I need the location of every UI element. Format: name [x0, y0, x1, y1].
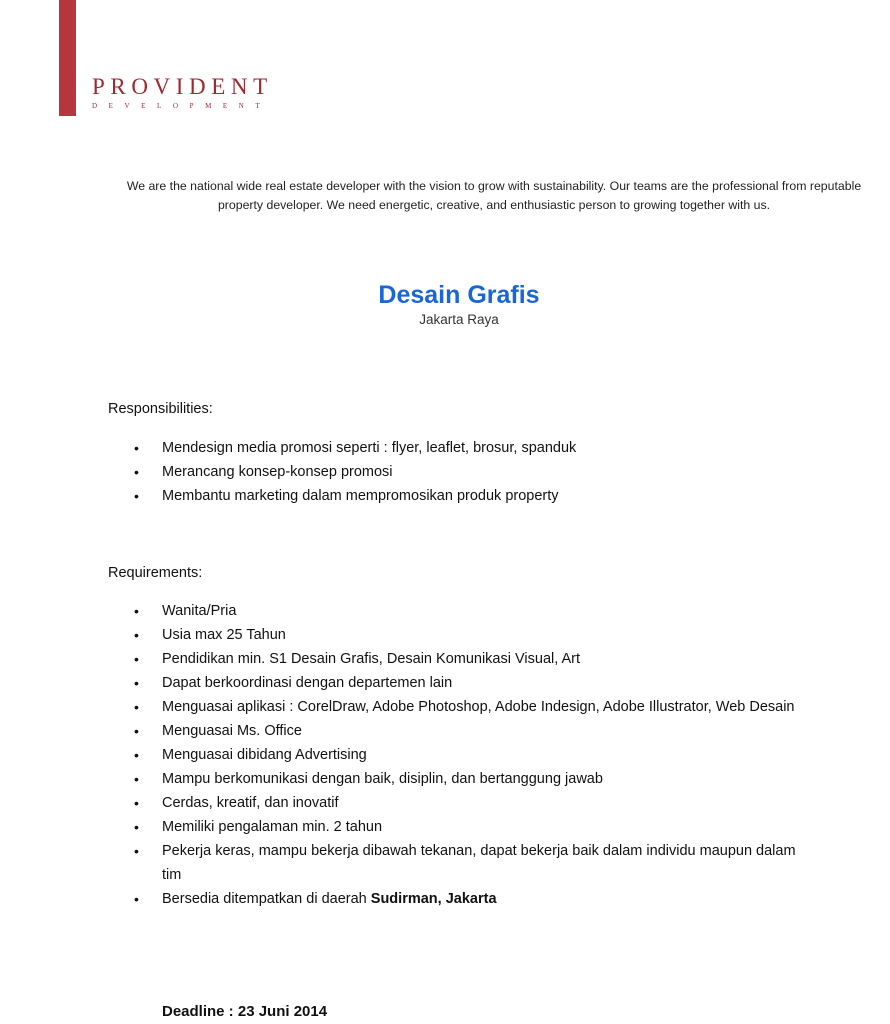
logo-wordmark: PROVIDENT — [92, 74, 273, 99]
list-item: • Pendidikan min. S1 Desain Grafis, Desain Komunikasi Visual, Art — [108, 647, 798, 671]
requirements-heading: Requirements: — [108, 565, 203, 581]
company-intro: We are the national wide real estate developer with the vision to grow with sustainability. Our teams are the professional from reputable property developer. We need energetic, creative, and enthusiastic person to growing together with us. — [126, 179, 862, 212]
requirements-list — [108, 599, 798, 911]
list-item-placement — [108, 887, 798, 911]
list-item: • Wanita/Pria — [108, 599, 798, 623]
provident-logo — [92, 74, 307, 111]
list-item: • Menguasai dibidang Advertising — [108, 743, 798, 767]
job-title: Desain Grafis — [378, 281, 540, 309]
list-item: • Cerdas, kreatif, dan inovatif — [108, 791, 798, 815]
list-item: • Mampu berkomunikasi dengan baik, disiplin, dan bertanggung jawab — [108, 767, 798, 791]
responsibilities-list — [108, 436, 798, 508]
list-item: • Dapat berkoordinasi dengan departemen lain — [108, 671, 798, 695]
responsibilities-heading: Responsibilities: — [108, 401, 213, 417]
list-item: • Menguasai Ms. Office — [108, 719, 798, 743]
list-item: • Memiliki pengalaman min. 2 tahun — [108, 815, 798, 839]
list-item: • Merancang konsep-konsep promosi — [108, 460, 798, 484]
placement-location: Sudirman, Jakarta — [370, 891, 497, 907]
placement-prefix: Bersedia ditempatkan di daerah — [162, 891, 371, 907]
list-item: • Mendesign media promosi seperti : flyer, leaflet, brosur, spanduk — [108, 436, 798, 460]
application-deadline: Deadline : 23 Juni 2014 — [162, 1003, 328, 1020]
list-item: • Menguasai aplikasi : CorelDraw, Adobe Photoshop, Adobe Indesign, Adobe Illustrator, Web Desain — [108, 695, 798, 719]
brand-accent-bar — [59, 0, 76, 116]
logo-subtitle: DEVELOPMENT — [92, 102, 272, 110]
job-location: Jakarta Raya — [419, 312, 499, 327]
list-item: • Pekerja keras, mampu bekerja dibawah tekanan, dapat bekerja baik dalam individu maupun dalam tim — [108, 839, 798, 887]
list-item: • Usia max 25 Tahun — [108, 623, 798, 647]
list-item: • Membantu marketing dalam mempromosikan produk property — [108, 484, 798, 508]
